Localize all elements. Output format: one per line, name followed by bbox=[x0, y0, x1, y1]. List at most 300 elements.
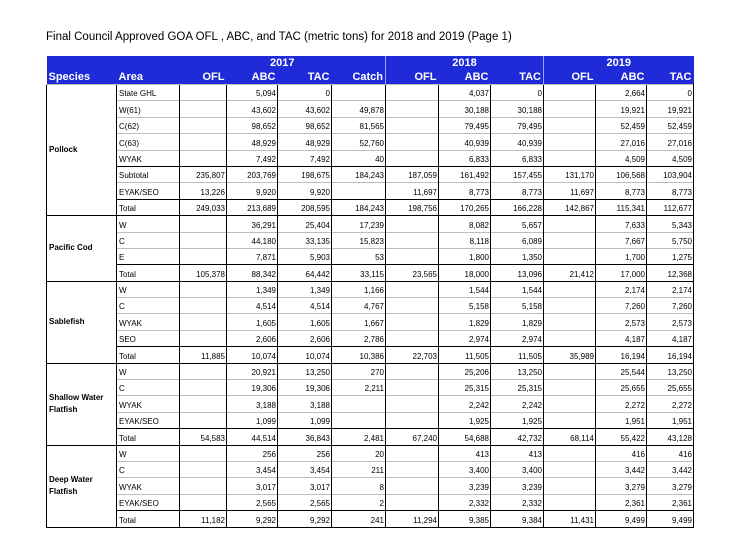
tac-2018-cell: 1,350 bbox=[491, 248, 544, 264]
abc-2018-cell: 1,544 bbox=[439, 281, 491, 297]
abc-2018-cell: 413 bbox=[439, 445, 491, 461]
catch-2017-cell: 2,481 bbox=[332, 429, 386, 445]
area-cell: WYAK bbox=[117, 150, 180, 166]
abc-2018-cell: 8,082 bbox=[439, 216, 491, 232]
ofl-2017-cell: 105,378 bbox=[180, 265, 227, 281]
ofl-2019-cell: 11,697 bbox=[544, 183, 596, 199]
catch-2017-cell: 49,878 bbox=[332, 101, 386, 117]
ofl-2017-cell bbox=[180, 478, 227, 494]
abc-2018-header: ABC bbox=[439, 70, 491, 85]
ofl-2018-cell bbox=[386, 298, 439, 314]
table-row bbox=[47, 85, 694, 101]
table-row bbox=[47, 429, 694, 445]
table-row bbox=[47, 199, 694, 215]
species-name: Sablefish bbox=[47, 281, 117, 363]
abc-2018-cell: 9,385 bbox=[439, 511, 491, 527]
tac-2019-cell: 27,016 bbox=[647, 134, 694, 150]
year-2017-header: 2017 bbox=[180, 56, 386, 70]
tac-2019-cell: 2,174 bbox=[647, 281, 694, 297]
abc-2019-cell: 7,633 bbox=[596, 216, 647, 232]
area-cell: WYAK bbox=[117, 478, 180, 494]
ofl-2017-cell bbox=[180, 216, 227, 232]
ofl-2018-cell: 11,697 bbox=[386, 183, 439, 199]
table-row bbox=[47, 396, 694, 412]
abc-2019-cell: 1,951 bbox=[596, 412, 647, 428]
tac-2019-cell: 16,194 bbox=[647, 347, 694, 363]
tac-2017-cell: 5,903 bbox=[278, 248, 332, 264]
tac-2017-cell: 13,250 bbox=[278, 363, 332, 379]
ofl-2019-cell bbox=[544, 117, 596, 133]
ofl-2017-cell bbox=[180, 281, 227, 297]
ofl-2017-cell: 249,033 bbox=[180, 199, 227, 215]
abc-2017-cell: 1,349 bbox=[227, 281, 278, 297]
tac-2019-cell: 13,250 bbox=[647, 363, 694, 379]
ofl-2019-cell bbox=[544, 396, 596, 412]
ofl-2018-cell bbox=[386, 314, 439, 330]
abc-2017-cell: 9,920 bbox=[227, 183, 278, 199]
table-row bbox=[47, 330, 694, 346]
ofl-2017-cell: 11,182 bbox=[180, 511, 227, 527]
abc-2017-cell: 19,306 bbox=[227, 380, 278, 396]
ofl-2019-header: OFL bbox=[544, 70, 596, 85]
tac-2018-cell: 1,925 bbox=[491, 412, 544, 428]
catch-2017-cell: 211 bbox=[332, 461, 386, 477]
tac-2018-cell: 79,495 bbox=[491, 117, 544, 133]
tac-2017-cell: 43,602 bbox=[278, 101, 332, 117]
tac-2018-cell: 5,158 bbox=[491, 298, 544, 314]
ofl-2019-cell bbox=[544, 330, 596, 346]
ofl-2018-cell bbox=[386, 281, 439, 297]
abc-2017-cell: 9,292 bbox=[227, 511, 278, 527]
abc-2019-cell: 2,664 bbox=[596, 85, 647, 101]
area-cell: W bbox=[117, 281, 180, 297]
catch-2017-cell: 40 bbox=[332, 150, 386, 166]
tac-2018-cell: 9,384 bbox=[491, 511, 544, 527]
table-row bbox=[47, 347, 694, 363]
ofl-2018-cell bbox=[386, 248, 439, 264]
ofl-2018-cell bbox=[386, 134, 439, 150]
abc-2018-cell: 2,242 bbox=[439, 396, 491, 412]
ofl-2019-cell: 131,170 bbox=[544, 166, 596, 182]
catch-2017-cell bbox=[332, 396, 386, 412]
tac-2017-cell: 25,404 bbox=[278, 216, 332, 232]
ofl-2017-cell bbox=[180, 101, 227, 117]
area-cell: Total bbox=[117, 265, 180, 281]
tac-2019-cell: 25,655 bbox=[647, 380, 694, 396]
tac-2017-cell: 1,349 bbox=[278, 281, 332, 297]
table-row bbox=[47, 494, 694, 510]
ofl-2018-cell bbox=[386, 494, 439, 510]
tac-2017-cell: 64,442 bbox=[278, 265, 332, 281]
ofl-2017-cell bbox=[180, 445, 227, 461]
abc-2017-cell: 44,514 bbox=[227, 429, 278, 445]
tac-2017-cell: 2,606 bbox=[278, 330, 332, 346]
tac-2018-cell: 8,773 bbox=[491, 183, 544, 199]
abc-2018-cell: 1,800 bbox=[439, 248, 491, 264]
ofl-2018-cell: 198,756 bbox=[386, 199, 439, 215]
tac-2019-cell: 4,187 bbox=[647, 330, 694, 346]
abc-2019-cell: 19,921 bbox=[596, 101, 647, 117]
ofl-2017-cell bbox=[180, 396, 227, 412]
tac-2019-cell: 43,128 bbox=[647, 429, 694, 445]
ofl-2017-cell bbox=[180, 380, 227, 396]
abc-2019-cell: 7,260 bbox=[596, 298, 647, 314]
ofl-2017-cell bbox=[180, 461, 227, 477]
tac-2018-cell: 25,315 bbox=[491, 380, 544, 396]
abc-2019-cell: 2,174 bbox=[596, 281, 647, 297]
abc-2017-cell: 203,769 bbox=[227, 166, 278, 182]
tac-2019-cell: 3,279 bbox=[647, 478, 694, 494]
ofl-2018-cell bbox=[386, 101, 439, 117]
abc-2017-cell: 88,342 bbox=[227, 265, 278, 281]
catch-2017-cell: 53 bbox=[332, 248, 386, 264]
abc-2017-cell: 43,602 bbox=[227, 101, 278, 117]
ofl-2019-cell bbox=[544, 461, 596, 477]
abc-2018-cell: 2,974 bbox=[439, 330, 491, 346]
abc-2017-cell: 10,074 bbox=[227, 347, 278, 363]
catch-2017-cell bbox=[332, 85, 386, 101]
abc-2019-cell: 2,272 bbox=[596, 396, 647, 412]
ofl-2019-cell: 35,989 bbox=[544, 347, 596, 363]
catch-2017-cell: 20 bbox=[332, 445, 386, 461]
abc-2017-cell: 7,492 bbox=[227, 150, 278, 166]
abc-2017-cell: 2,606 bbox=[227, 330, 278, 346]
abc-2019-cell: 55,422 bbox=[596, 429, 647, 445]
catch-2017-cell: 1,166 bbox=[332, 281, 386, 297]
tac-2018-cell: 13,250 bbox=[491, 363, 544, 379]
area-cell: W bbox=[117, 216, 180, 232]
tac-2018-cell: 6,833 bbox=[491, 150, 544, 166]
tac-2018-cell: 42,732 bbox=[491, 429, 544, 445]
abc-2019-cell: 115,341 bbox=[596, 199, 647, 215]
abc-2017-cell: 1,099 bbox=[227, 412, 278, 428]
tac-2019-cell: 4,509 bbox=[647, 150, 694, 166]
abc-2018-cell: 3,239 bbox=[439, 478, 491, 494]
catch-2017-cell: 1,667 bbox=[332, 314, 386, 330]
area-cell: Total bbox=[117, 429, 180, 445]
species-name: Pacific Cod bbox=[47, 216, 117, 282]
abc-2017-cell: 256 bbox=[227, 445, 278, 461]
table-row bbox=[47, 380, 694, 396]
species-name: Deep Water Flatfish bbox=[47, 445, 117, 527]
species-name: Pollock bbox=[47, 85, 117, 216]
ofl-2019-cell bbox=[544, 216, 596, 232]
abc-2017-cell: 2,565 bbox=[227, 494, 278, 510]
ofl-2017-cell: 11,885 bbox=[180, 347, 227, 363]
tac-2019-cell: 5,343 bbox=[647, 216, 694, 232]
tac-2019-cell: 19,921 bbox=[647, 101, 694, 117]
table-row bbox=[47, 314, 694, 330]
tac-2017-cell: 10,074 bbox=[278, 347, 332, 363]
ofl-2018-cell bbox=[386, 478, 439, 494]
area-cell: WYAK bbox=[117, 396, 180, 412]
ofl-2019-cell bbox=[544, 412, 596, 428]
area-cell: Total bbox=[117, 199, 180, 215]
abc-2017-cell: 20,921 bbox=[227, 363, 278, 379]
ofl-2017-cell: 13,226 bbox=[180, 183, 227, 199]
catch-2017-cell: 270 bbox=[332, 363, 386, 379]
tac-2017-cell: 1,099 bbox=[278, 412, 332, 428]
tac-2018-cell: 5,657 bbox=[491, 216, 544, 232]
abc-2019-cell: 4,187 bbox=[596, 330, 647, 346]
tac-2018-cell: 13,096 bbox=[491, 265, 544, 281]
area-cell: Total bbox=[117, 511, 180, 527]
abc-2019-cell: 4,509 bbox=[596, 150, 647, 166]
abc-2018-cell: 54,688 bbox=[439, 429, 491, 445]
abc-2019-cell: 1,700 bbox=[596, 248, 647, 264]
ofl-2019-cell bbox=[544, 150, 596, 166]
tac-2017-header: TAC bbox=[278, 70, 332, 85]
ofl-2019-cell bbox=[544, 134, 596, 150]
ofl-2017-cell bbox=[180, 412, 227, 428]
abc-2019-cell: 27,016 bbox=[596, 134, 647, 150]
table-row bbox=[47, 166, 694, 182]
species-name: Shallow Water Flatfish bbox=[47, 363, 117, 445]
ofl-2017-cell bbox=[180, 314, 227, 330]
tac-2019-cell: 1,275 bbox=[647, 248, 694, 264]
ofl-2017-cell bbox=[180, 298, 227, 314]
abc-2017-cell: 3,454 bbox=[227, 461, 278, 477]
ofl-2019-cell bbox=[544, 380, 596, 396]
area-cell: W bbox=[117, 445, 180, 461]
area-cell: SEO bbox=[117, 330, 180, 346]
abc-2017-cell: 213,689 bbox=[227, 199, 278, 215]
ofl-2019-cell bbox=[544, 494, 596, 510]
catch-2017-cell: 52,760 bbox=[332, 134, 386, 150]
table-row bbox=[47, 101, 694, 117]
catch-2017-cell: 81,565 bbox=[332, 117, 386, 133]
abc-2018-cell: 2,332 bbox=[439, 494, 491, 510]
area-cell: C bbox=[117, 298, 180, 314]
abc-2018-cell: 161,492 bbox=[439, 166, 491, 182]
ofl-2018-cell: 22,703 bbox=[386, 347, 439, 363]
document-title: Final Council Approved GOA OFL , ABC, and TAC (metric tons) for 2018 and 2019 (Page 1) bbox=[46, 31, 512, 43]
table-row bbox=[47, 183, 694, 199]
ofl-2019-cell bbox=[544, 314, 596, 330]
header-year-row bbox=[47, 56, 694, 70]
tac-2019-cell: 2,361 bbox=[647, 494, 694, 510]
tac-2017-cell: 19,306 bbox=[278, 380, 332, 396]
abc-2017-header: ABC bbox=[227, 70, 278, 85]
tac-2017-cell: 9,920 bbox=[278, 183, 332, 199]
tac-2017-cell: 98,652 bbox=[278, 117, 332, 133]
abc-2019-cell: 106,568 bbox=[596, 166, 647, 182]
abc-2019-cell: 25,544 bbox=[596, 363, 647, 379]
tac-2018-cell: 2,242 bbox=[491, 396, 544, 412]
abc-2018-cell: 8,118 bbox=[439, 232, 491, 248]
area-cell: EYAK/SEO bbox=[117, 494, 180, 510]
tac-2018-cell: 413 bbox=[491, 445, 544, 461]
tac-2019-cell: 9,499 bbox=[647, 511, 694, 527]
tac-2018-cell: 2,332 bbox=[491, 494, 544, 510]
catch-2017-cell: 2,786 bbox=[332, 330, 386, 346]
abc-2018-cell: 3,400 bbox=[439, 461, 491, 477]
tac-2019-cell: 0 bbox=[647, 85, 694, 101]
abc-2018-cell: 40,939 bbox=[439, 134, 491, 150]
tac-2017-cell: 33,135 bbox=[278, 232, 332, 248]
tac-2018-cell: 2,974 bbox=[491, 330, 544, 346]
tac-2017-cell: 7,492 bbox=[278, 150, 332, 166]
ofl-2019-cell bbox=[544, 101, 596, 117]
area-cell: C bbox=[117, 232, 180, 248]
ofl-2017-cell bbox=[180, 150, 227, 166]
tac-2017-cell: 0 bbox=[278, 85, 332, 101]
table-row bbox=[47, 478, 694, 494]
catch-2017-cell: 184,243 bbox=[332, 166, 386, 182]
ofl-2018-cell bbox=[386, 330, 439, 346]
ofl-2018-cell: 67,240 bbox=[386, 429, 439, 445]
abc-2018-cell: 1,925 bbox=[439, 412, 491, 428]
tac-2017-cell: 3,454 bbox=[278, 461, 332, 477]
tac-2018-cell: 166,228 bbox=[491, 199, 544, 215]
tac-2019-cell: 3,442 bbox=[647, 461, 694, 477]
ofl-2018-cell: 23,565 bbox=[386, 265, 439, 281]
ofl-2019-cell bbox=[544, 478, 596, 494]
ofl-2018-cell: 11,294 bbox=[386, 511, 439, 527]
ofl-2019-cell bbox=[544, 445, 596, 461]
ofl-2018-cell bbox=[386, 150, 439, 166]
header-column-row bbox=[47, 70, 694, 85]
ofl-2019-cell bbox=[544, 281, 596, 297]
ofl-2017-cell bbox=[180, 232, 227, 248]
ofl-2017-cell bbox=[180, 494, 227, 510]
ofl-2018-cell bbox=[386, 363, 439, 379]
abc-2017-cell: 5,094 bbox=[227, 85, 278, 101]
ofl-2018-cell bbox=[386, 412, 439, 428]
tac-2019-cell: 52,459 bbox=[647, 117, 694, 133]
area-column-header: Area bbox=[117, 70, 180, 85]
abc-2019-cell: 2,573 bbox=[596, 314, 647, 330]
tac-2018-cell: 30,188 bbox=[491, 101, 544, 117]
ofl-2018-cell bbox=[386, 232, 439, 248]
catch-2017-cell: 2,211 bbox=[332, 380, 386, 396]
tac-2017-cell: 1,605 bbox=[278, 314, 332, 330]
catch-2017-cell: 4,767 bbox=[332, 298, 386, 314]
abc-2019-cell: 416 bbox=[596, 445, 647, 461]
abc-2019-cell: 3,442 bbox=[596, 461, 647, 477]
ofl-2017-cell bbox=[180, 134, 227, 150]
tac-2018-cell: 3,400 bbox=[491, 461, 544, 477]
tac-2018-cell: 11,505 bbox=[491, 347, 544, 363]
table-row bbox=[47, 232, 694, 248]
table-row bbox=[47, 150, 694, 166]
ofl-2018-header: OFL bbox=[386, 70, 439, 85]
table-row bbox=[47, 445, 694, 461]
ofl-2019-cell bbox=[544, 248, 596, 264]
table-row bbox=[47, 461, 694, 477]
abc-2018-cell: 25,206 bbox=[439, 363, 491, 379]
tac-2019-cell: 2,272 bbox=[647, 396, 694, 412]
catch-2017-cell: 17,239 bbox=[332, 216, 386, 232]
ofl-2017-cell bbox=[180, 117, 227, 133]
ofl-2018-cell: 187,059 bbox=[386, 166, 439, 182]
tac-2017-cell: 3,017 bbox=[278, 478, 332, 494]
table-row bbox=[47, 216, 694, 232]
abc-2018-cell: 5,158 bbox=[439, 298, 491, 314]
catch-2017-cell: 184,243 bbox=[332, 199, 386, 215]
tac-2018-cell: 3,239 bbox=[491, 478, 544, 494]
tac-2019-cell: 7,260 bbox=[647, 298, 694, 314]
table-row bbox=[47, 412, 694, 428]
abc-2017-cell: 7,871 bbox=[227, 248, 278, 264]
ofl-2018-cell bbox=[386, 117, 439, 133]
catch-2017-header: Catch bbox=[332, 70, 386, 85]
abc-2018-cell: 79,495 bbox=[439, 117, 491, 133]
harvest-specs-table bbox=[46, 56, 694, 528]
ofl-2017-cell: 54,583 bbox=[180, 429, 227, 445]
ofl-2019-cell bbox=[544, 232, 596, 248]
catch-2017-cell bbox=[332, 183, 386, 199]
tac-2019-cell: 416 bbox=[647, 445, 694, 461]
year-2019-header: 2019 bbox=[544, 56, 694, 70]
ofl-2017-cell bbox=[180, 248, 227, 264]
catch-2017-cell: 10,386 bbox=[332, 347, 386, 363]
abc-2017-cell: 4,514 bbox=[227, 298, 278, 314]
tac-2017-cell: 2,565 bbox=[278, 494, 332, 510]
table-row bbox=[47, 363, 694, 379]
tac-2017-cell: 9,292 bbox=[278, 511, 332, 527]
tac-2017-cell: 198,675 bbox=[278, 166, 332, 182]
ofl-2017-cell bbox=[180, 330, 227, 346]
abc-2019-cell: 2,361 bbox=[596, 494, 647, 510]
tac-2019-header: TAC bbox=[647, 70, 694, 85]
abc-2019-cell: 17,000 bbox=[596, 265, 647, 281]
tac-2018-cell: 1,544 bbox=[491, 281, 544, 297]
tac-2018-cell: 40,939 bbox=[491, 134, 544, 150]
catch-2017-cell: 241 bbox=[332, 511, 386, 527]
ofl-2019-cell bbox=[544, 363, 596, 379]
abc-2019-cell: 16,194 bbox=[596, 347, 647, 363]
abc-2017-cell: 36,291 bbox=[227, 216, 278, 232]
table-row bbox=[47, 281, 694, 297]
area-cell: C bbox=[117, 461, 180, 477]
ofl-2019-cell bbox=[544, 85, 596, 101]
tac-2017-cell: 208,595 bbox=[278, 199, 332, 215]
abc-2018-cell: 25,315 bbox=[439, 380, 491, 396]
abc-2019-cell: 3,279 bbox=[596, 478, 647, 494]
area-cell: Subtotal bbox=[117, 166, 180, 182]
abc-2018-cell: 11,505 bbox=[439, 347, 491, 363]
tac-2018-cell: 1,829 bbox=[491, 314, 544, 330]
abc-2019-cell: 8,773 bbox=[596, 183, 647, 199]
area-cell: E bbox=[117, 248, 180, 264]
abc-2018-cell: 170,265 bbox=[439, 199, 491, 215]
ofl-2019-cell bbox=[544, 298, 596, 314]
tac-2017-cell: 36,843 bbox=[278, 429, 332, 445]
tac-2019-cell: 112,677 bbox=[647, 199, 694, 215]
catch-2017-cell: 15,823 bbox=[332, 232, 386, 248]
table-row bbox=[47, 511, 694, 527]
species-column-header: Species bbox=[47, 70, 117, 85]
area-cell: C(63) bbox=[117, 134, 180, 150]
ofl-2018-cell bbox=[386, 445, 439, 461]
area-cell: C(62) bbox=[117, 117, 180, 133]
ofl-2019-cell: 68,114 bbox=[544, 429, 596, 445]
tac-2019-cell: 1,951 bbox=[647, 412, 694, 428]
table-row bbox=[47, 134, 694, 150]
abc-2018-cell: 18,000 bbox=[439, 265, 491, 281]
tac-2017-cell: 3,188 bbox=[278, 396, 332, 412]
ofl-2018-cell bbox=[386, 216, 439, 232]
ofl-2018-cell bbox=[386, 85, 439, 101]
area-cell: WYAK bbox=[117, 314, 180, 330]
tac-2017-cell: 4,514 bbox=[278, 298, 332, 314]
ofl-2017-header: OFL bbox=[180, 70, 227, 85]
abc-2018-cell: 8,773 bbox=[439, 183, 491, 199]
area-cell: W bbox=[117, 363, 180, 379]
abc-2017-cell: 98,652 bbox=[227, 117, 278, 133]
catch-2017-cell: 33,115 bbox=[332, 265, 386, 281]
